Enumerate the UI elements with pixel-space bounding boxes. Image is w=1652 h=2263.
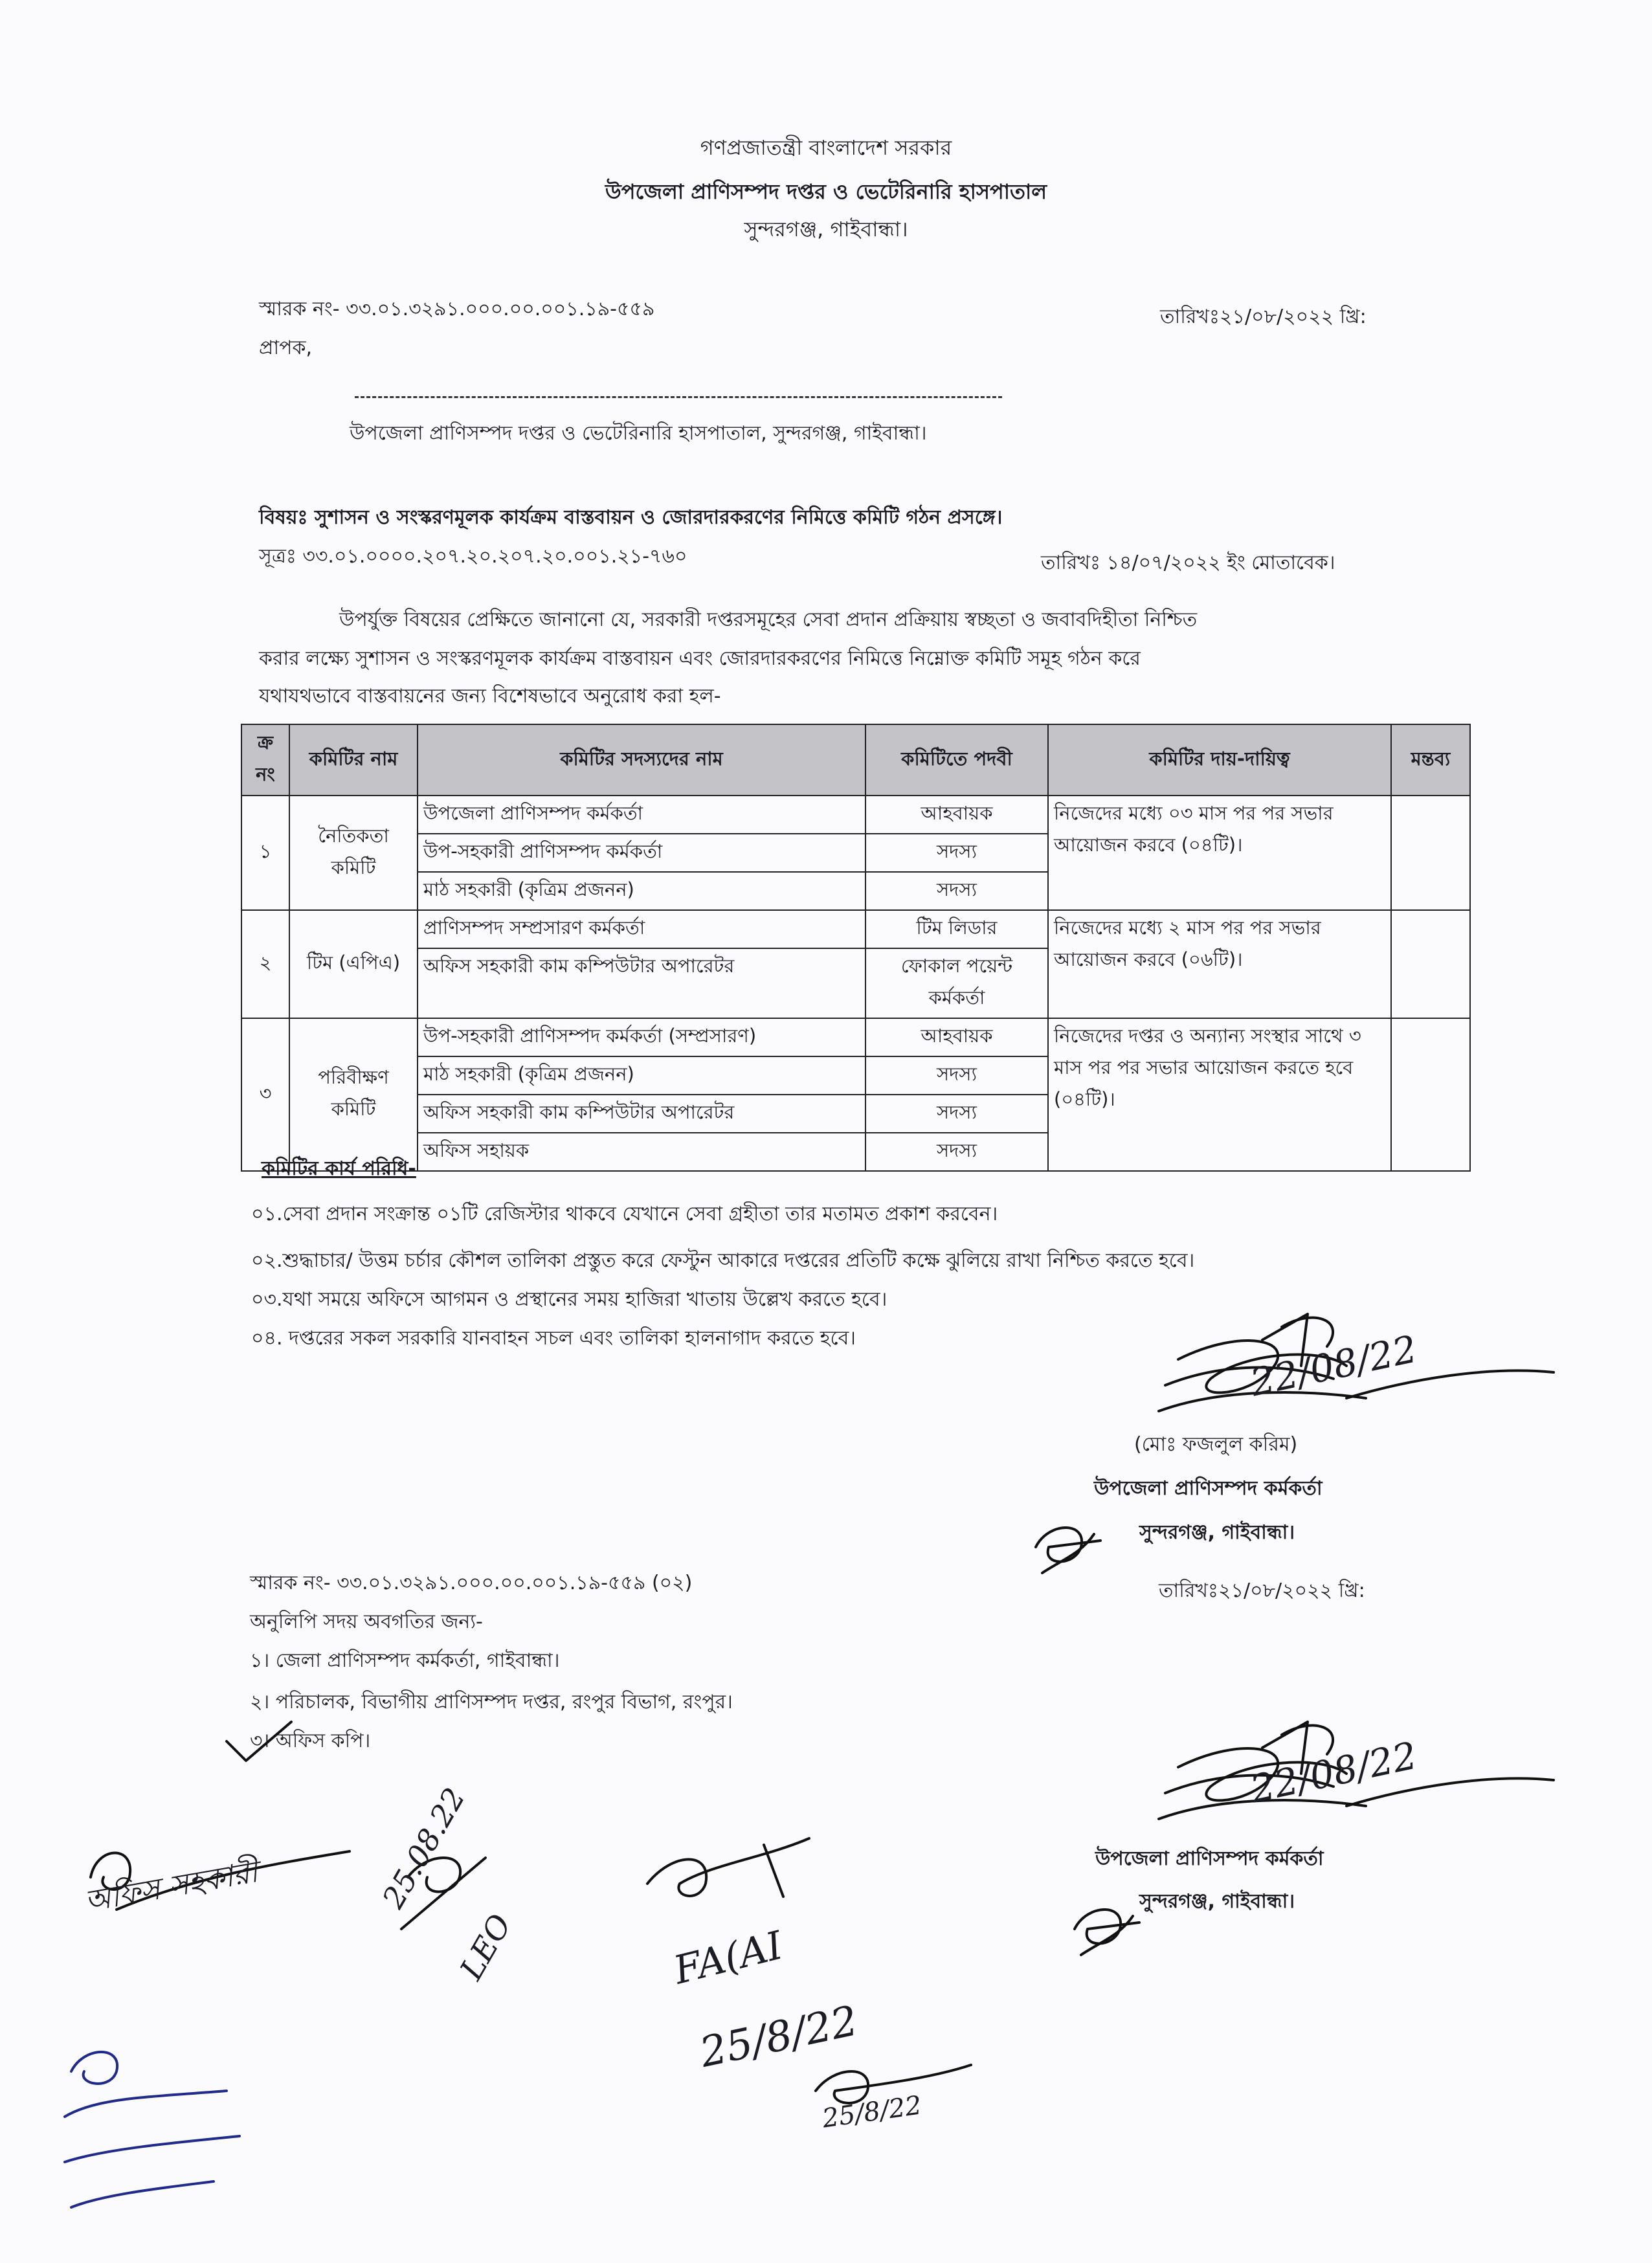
- member-name: উপ-সহকারী প্রাণিসম্পদ কর্মকর্তা: [418, 834, 865, 872]
- member-role: আহবায়ক: [865, 1018, 1048, 1056]
- office-assistant-2-date: 25/8/22: [820, 2090, 924, 2134]
- copy-date: তারিখঃ২১/০৮/২০২২ খ্রি:: [1159, 1579, 1365, 1602]
- subject: বিষয়ঃ সুশাসন ও সংস্করণমূলক কার্যক্রম বাস্তবায়ন ও জোরদারকরণের নিমিত্তে কমিটি গঠন প্রসঙ্গে।: [259, 506, 1003, 529]
- member-name: প্রাণিসম্পদ সম্প্রসারণ কর্মকর্তা: [418, 910, 865, 948]
- office-assistant-label: অফিস সহকারী: [82, 1854, 261, 1919]
- copy-item: ১। জেলা প্রাণিসম্পদ কর্মকর্তা, গাইবান্ধা।: [250, 1649, 560, 1672]
- col-header-members: কমিটির সদস্যদের নাম: [418, 724, 865, 796]
- member-name: অফিস সহকারী কাম কম্পিউটার অপারেটর: [418, 948, 865, 1018]
- member-role: সদস্য: [865, 872, 1048, 910]
- member-name: অফিস সহকারী কাম কম্পিউটার অপারেটর: [418, 1095, 865, 1133]
- member-role: সদস্য: [865, 1056, 1048, 1095]
- committee-remarks: [1391, 1018, 1470, 1171]
- scope-item: ০৩.যথা সময়ে অফিসে আগমন ও প্রস্থানের সময় হাজিরা খাতায় উল্লেখ করতে হবে।: [251, 1288, 887, 1311]
- memo-date: তারিখঃ২১/০৮/২০২২ খ্রি:: [1160, 306, 1367, 328]
- body-line-3: যথাযথভাবে বাস্তবায়নের জন্য বিশেষভাবে অনুরোধ করা হল-: [259, 685, 721, 708]
- blue-ink-signature: [45, 2039, 265, 2233]
- recipient-label: প্রাপক,: [259, 337, 312, 359]
- member-name: মাঠ সহকারী (কৃত্রিম প্রজনন): [418, 872, 865, 910]
- committee-remarks: [1391, 796, 1470, 910]
- fa-date: 25/8/22: [696, 1997, 862, 2077]
- scope-title: কমিটির কার্য পরিধি-: [262, 1157, 416, 1180]
- col-header-committee: কমিটির নাম: [289, 724, 418, 796]
- copy-item: ৩। অফিস কপি।: [250, 1730, 371, 1752]
- signature-1-date: 22/08/22: [1246, 1326, 1421, 1405]
- member-role: ফোকাল পয়েন্ট কর্মকর্তা: [865, 948, 1048, 1018]
- col-header-remarks: মন্তব্য: [1391, 724, 1470, 796]
- member-role: সদস্য: [865, 1133, 1048, 1171]
- member-role: আহবায়ক: [865, 796, 1048, 834]
- signatory-2-location: সুন্দরগঞ্জ, গাইবান্ধা।: [1139, 1890, 1295, 1913]
- signatory-location: সুন্দরগঞ্জ, গাইবান্ধা।: [1139, 1521, 1295, 1544]
- committee-sl: ১: [241, 796, 289, 910]
- member-role: টিম লিডার: [865, 910, 1048, 948]
- header-line-1: গণপ্রজাতন্ত্রী বাংলাদেশ সরকার: [700, 135, 952, 160]
- recipient: উপজেলা প্রাণিসম্পদ দপ্তর ও ভেটেরিনারি হাসপাতাল, সুন্দরগঞ্জ, গাইবান্ধা।: [350, 422, 927, 445]
- scope-item: ০২.শুদ্ধাচার/ উত্তম চর্চার কৌশল তালিকা প্রস্তুত করে ফেস্টুন আকারে দপ্তরের প্রতিটি কক্ষে ঝুলিয়ে রাখা নিশ্চিত করতে হবে।: [251, 1249, 1195, 1272]
- copy-item: ২। পরিচালক, বিভাগীয় প্রাণিসম্পদ দপ্তর, রংপুর বিভাগ, রংপুর।: [250, 1691, 733, 1713]
- fa-signature: [634, 1825, 829, 1929]
- memo-ref: স্মারক নং- ৩৩.০১.৩২৯১.০০০.০০.০০১.১৯-৫৫৯: [259, 298, 655, 320]
- header-line-3: সুন্দরগঞ্জ, গাইবান্ধা।: [744, 217, 908, 241]
- body-line-2: করার লক্ষ্যে সুশাসন ও সংস্করণমূলক কার্যক্রম বাস্তবায়ন এবং জোরদারকরণের নিমিত্তে নিম্নোক্ত কমিটি সমূহ গঠন করে: [259, 647, 1141, 670]
- col-header-duty: কমিটির দায়-দায়িত্ব: [1048, 724, 1391, 796]
- member-name: মাঠ সহকারী (কৃত্রিম প্রজনন): [418, 1056, 865, 1095]
- member-name: অফিস সহায়ক: [418, 1133, 865, 1171]
- scope-item: ০৪. দপ্তরের সকল সরকারি যানবাহন সচল এবং তালিকা হালনাগাদ করতে হবে।: [251, 1327, 856, 1350]
- member-role: সদস্য: [865, 834, 1048, 872]
- header-line-2: উপজেলা প্রাণিসম্পদ দপ্তর ও ভেটেরিনারি হাসপাতাল: [605, 179, 1047, 204]
- scope-item: ০১.সেবা প্রদান সংক্রান্ত ০১টি রেজিস্টার থাকবে যেখানে সেবা গ্রহীতা তার মতামত প্রকাশ করবেন।: [251, 1203, 998, 1225]
- signatory-designation: উপজেলা প্রাণিসম্পদ কর্মকর্তা: [1094, 1477, 1323, 1500]
- initial-mark-1: [1023, 1508, 1113, 1586]
- committee-name: নৈতিকতা কমিটি: [289, 796, 418, 910]
- member-role: সদস্য: [865, 1095, 1048, 1133]
- committee-name: পরিবীক্ষণ কমিটি: [289, 1018, 418, 1171]
- source-ref: সূত্রঃ ৩৩.০১.০০০০.২০৭.২০.২০৭.২০.০০১.২১-৭৬০: [259, 545, 687, 568]
- committee-sl: ২: [241, 910, 289, 1018]
- committee-name: টিম (এপিএ): [289, 910, 418, 1018]
- member-name: উপ-সহকারী প্রাণিসম্পদ কর্মকর্তা (সম্প্রসারণ): [418, 1018, 865, 1056]
- leo-date: 25.08.22: [375, 1781, 473, 1914]
- committee-duty: নিজেদের মধ্যে ০৩ মাস পর পর সভার আয়োজন করবে (০৪টি)।: [1048, 796, 1391, 910]
- table-row: [241, 796, 1470, 834]
- leo-label: LEO: [453, 1908, 519, 1986]
- col-header-sl: ক্র নং: [241, 724, 289, 796]
- initial-mark-2: [1062, 1890, 1152, 1968]
- committee-sl: ৩: [241, 1018, 289, 1171]
- source-date: তারিখঃ ১৪/০৭/২০২২ ইং মোতাবেক।: [1041, 552, 1335, 574]
- checkmark-icon: [220, 1715, 298, 1774]
- committee-remarks: [1391, 910, 1470, 1018]
- signatory-2-designation: উপজেলা প্রাণিসম্পদ কর্মকর্তা: [1095, 1847, 1324, 1870]
- member-name: উপজেলা প্রাণিসম্পদ কর্মকর্তা: [418, 796, 865, 834]
- copy-ref: স্মারক নং- ৩৩.০১.৩২৯১.০০০.০০.০০১.১৯-৫৫৯ (০২): [250, 1572, 693, 1594]
- committee-table: [241, 724, 1471, 1172]
- table-header-row: [241, 724, 1470, 796]
- committee-duty: নিজেদের দপ্তর ও অন্যান্য সংস্থার সাথে ৩ মাস পর পর সভার আয়োজন করতে হবে (০৪টি)।: [1048, 1018, 1391, 1171]
- signature-2-date: 22/08/22: [1246, 1733, 1421, 1812]
- table-row: [241, 910, 1470, 948]
- recipient-dash-line: [355, 396, 1002, 398]
- fa-label: FA(AI: [669, 1923, 788, 1994]
- committee-duty: নিজেদের মধ্যে ২ মাস পর পর সভার আয়োজন করবে (০৬টি)।: [1048, 910, 1391, 1018]
- body-line-1: উপর্যুক্ত বিষয়ের প্রেক্ষিতে জানানো যে, সরকারী দপ্তরসমূহের সেবা প্রদান প্রক্রিয়ায় স্বচ্ছতা ও জবাবদিহীতা নিশ্চিত: [339, 608, 1198, 631]
- signatory-name: (মোঃ ফজলুল করিম): [1134, 1433, 1298, 1456]
- table-row: [241, 1018, 1470, 1056]
- col-header-role: কমিটিতে পদবী: [865, 724, 1048, 796]
- copy-intro: অনুলিপি সদয় অবগতির জন্য-: [250, 1611, 483, 1633]
